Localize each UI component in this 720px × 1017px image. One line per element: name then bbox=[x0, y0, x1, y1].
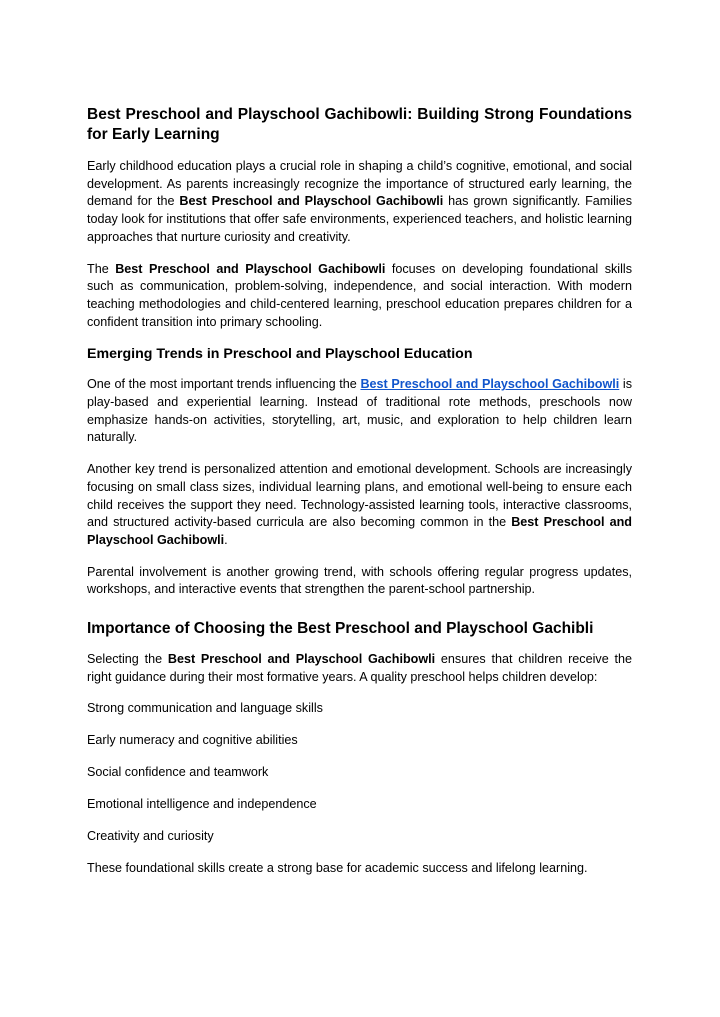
list-item: Early numeracy and cognitive abilities bbox=[87, 733, 298, 748]
trends-text-start: One of the most important trends influencing the bbox=[87, 377, 361, 392]
selecting-text-end: ensures that children receive the right guidance during their most formative years. A quality preschool helps children develop: bbox=[87, 652, 632, 684]
skills-list bbox=[87, 700, 632, 846]
document-title: Best Preschool and Playschool Gachibowli: Building Strong Foundations for Early Learning bbox=[87, 106, 632, 143]
document-page bbox=[87, 105, 632, 892]
list-item: Emotional intelligence and independence bbox=[87, 797, 317, 812]
selecting-text-start: Selecting the bbox=[87, 652, 168, 667]
keyword-bold: Best Preschool and Playschool Gachibowli bbox=[115, 261, 386, 276]
list-item: Strong communication and language skills bbox=[87, 701, 323, 716]
personalized-text-end: . bbox=[224, 532, 228, 547]
trends-paragraph-1 bbox=[87, 376, 632, 447]
list-item: Creativity and curiosity bbox=[87, 829, 214, 844]
intro-text-end: has grown significantly. Families today look for institutions that offer safe environments, experienced teachers, and holistic learning approaches that nurture curiosity and creativity. bbox=[87, 194, 632, 244]
focus-text-start: The bbox=[87, 261, 116, 276]
keyword-link[interactable]: Best Preschool and Playschool Gachibowli bbox=[360, 377, 620, 392]
closing-paragraph: These foundational skills create a strong base for academic success and lifelong learning. bbox=[87, 861, 588, 876]
trends-paragraph-2 bbox=[87, 461, 632, 550]
intro-paragraph bbox=[87, 158, 632, 247]
trends-heading: Emerging Trends in Preschool and Playschool Education bbox=[87, 346, 473, 363]
list-item: Social confidence and teamwork bbox=[87, 765, 269, 780]
personalized-text: Another key trend is personalized attention and emotional development. Schools are increasingly focusing on small class sizes, individual learning plans, and emotional well-being to ensure each child receives the support they need. Technology-assisted learning tools, interactive classrooms, and structured activity-based curricula are also becoming common in the bbox=[87, 462, 632, 530]
keyword-bold: Best Preschool and Playschool Gachibowli bbox=[87, 515, 632, 547]
intro-text-start: Early childhood education plays a crucial role in shaping a child’s cognitive, emotional, and social development. As parents increasingly recognize the importance of structured early learning, the demand for the bbox=[87, 159, 632, 209]
keyword-bold: Best Preschool and Playschool Gachibowli bbox=[179, 194, 444, 209]
importance-heading: Importance of Choosing the Best Preschool and Playschool Gachibli bbox=[87, 620, 594, 638]
parental-paragraph: Parental involvement is another growing trend, with schools offering regular progress updates, workshops, and interactive events that strengthen the parent-school partnership. bbox=[87, 564, 632, 597]
focus-text-end: focuses on developing foundational skills such as communication, problem-solving, independence, and social interaction. With modern teaching methodologies and child-centered learning, preschool education prepares children for a confident transition into primary schooling. bbox=[87, 261, 632, 329]
focus-paragraph bbox=[87, 261, 632, 332]
selecting-paragraph bbox=[87, 651, 632, 686]
keyword-bold: Best Preschool and Playschool Gachibowli bbox=[167, 652, 436, 667]
trends-text-end: is play-based and experiential learning. Instead of traditional rote methods, preschools now emphasize hands-on activities, storytelling, art, music, and exploration to help children learn naturally. bbox=[87, 377, 632, 445]
